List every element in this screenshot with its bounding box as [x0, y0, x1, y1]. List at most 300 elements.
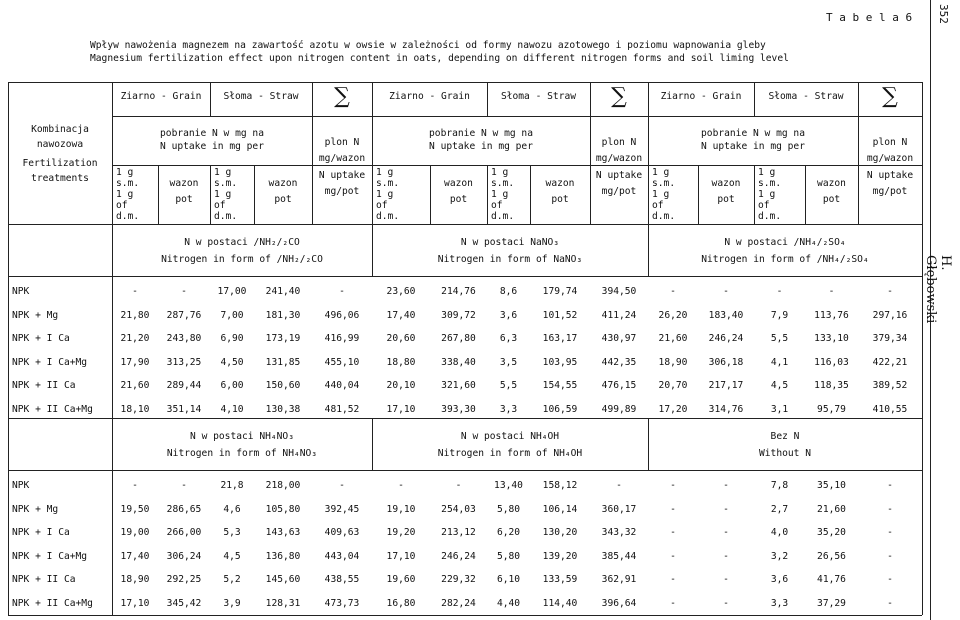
treatment-label: NPK	[12, 286, 30, 297]
uptake-label-pl: pobranie N w mg na	[429, 128, 533, 139]
grain-header: Ziarno - Grain	[389, 91, 470, 102]
uptake-label-pl: pobranie N w mg na	[701, 128, 805, 139]
table-cell: 139,20	[542, 550, 578, 562]
author-name: H. Głębowski	[923, 255, 953, 324]
table-cell: -	[887, 480, 893, 491]
nitrogen-form-pl: N w postaci NH₄OH	[460, 431, 560, 442]
table-cell: 241,40	[265, 286, 301, 297]
n-uptake-label: N uptake	[866, 170, 914, 181]
table-cell: 442,35	[601, 356, 637, 368]
dry-matter-label: d.m.	[376, 211, 400, 222]
table-cell: 351,14	[166, 403, 202, 415]
nitrogen-form-en: Nitrogen in form of /NH₄/₂SO₄	[701, 254, 869, 265]
table-cell: 21,80	[120, 309, 150, 321]
header-rule-1	[112, 116, 922, 117]
dry-matter-label: of	[116, 200, 128, 211]
table-cell: 3,6	[499, 309, 518, 321]
table-cell: 145,60	[265, 574, 301, 585]
table-cell: 133,59	[542, 574, 578, 585]
plon-unit: mg/wazon	[318, 153, 366, 164]
table-cell: 213,12	[441, 527, 476, 538]
table-cell: 17,20	[658, 403, 688, 415]
table-cell: 21,60	[817, 503, 846, 515]
table-cell: 246,24	[708, 333, 744, 344]
table-cell: 385,44	[601, 550, 637, 562]
table-cell: 163,17	[542, 333, 578, 344]
subcol-rule-b	[487, 165, 488, 224]
table-cell: 360,17	[601, 503, 637, 515]
table-cell: 313,25	[166, 356, 202, 368]
table-cell: 21,8	[220, 480, 244, 491]
table-top-rule	[8, 82, 922, 83]
table-cell: 6,3	[499, 333, 518, 344]
table-cell: 21,60	[120, 380, 150, 391]
uptake-label-en: N uptake in mg per	[160, 141, 264, 152]
table-cell: 3,6	[770, 574, 789, 585]
uptake-sub-rule	[372, 165, 590, 166]
title-polish: Wpływ nawożenia magnezem na zawartość azotu w owsie w zależności od formy nawozu azotowego i poziomu wapnowania gleby	[90, 40, 766, 51]
dry-matter-label: of	[758, 200, 770, 211]
sum-sigma: ∑	[611, 84, 627, 109]
table-cell: 128,31	[265, 597, 301, 609]
table-cell: 3,2	[770, 550, 789, 562]
table-cell: 21,20	[120, 333, 150, 344]
table-cell: -	[616, 480, 622, 491]
table-cell: 4,5	[770, 380, 789, 391]
table-cell: 103,95	[542, 356, 578, 368]
block-rule-mid-0	[372, 418, 373, 470]
table-cell: 309,72	[441, 309, 476, 321]
table-cell: 379,34	[872, 333, 908, 344]
pot-label: pot	[551, 194, 569, 205]
table-cell: -	[723, 550, 729, 562]
subcol-rule-b	[754, 165, 755, 224]
table-cell: 4,6	[223, 503, 241, 515]
table-cell: 3,1	[770, 403, 789, 415]
table-cell: 7,9	[770, 309, 789, 321]
plon-label: plon N	[872, 137, 908, 148]
table-cell: 114,40	[542, 597, 578, 609]
table-cell: 130,20	[542, 527, 578, 538]
table-cell: 416,99	[324, 333, 360, 344]
table-bottom-rule	[8, 615, 922, 616]
table-cell: 267,80	[441, 333, 476, 344]
plon-sub-rule	[858, 165, 922, 166]
table-cell: 345,42	[166, 597, 202, 609]
table-cell: 3,9	[223, 597, 241, 609]
table-cell: 473,73	[324, 597, 360, 609]
sum-sigma: ∑	[882, 84, 898, 109]
table-cell: 35,20	[817, 527, 846, 538]
table-cell: 4,5	[223, 550, 241, 562]
table-cell: 19,10	[386, 503, 416, 515]
table-cell: -	[670, 550, 676, 562]
uptake-label-pl: pobranie N w mg na	[160, 128, 264, 139]
pot-label: pot	[175, 194, 193, 205]
table-cell: 4,0	[770, 527, 789, 538]
table-cell: -	[339, 286, 345, 297]
wazon-label: wazon	[545, 178, 575, 189]
table-cell: 430,97	[601, 333, 637, 344]
table-cell: 106,59	[542, 403, 578, 415]
treatment-label: NPK + I Ca+Mg	[12, 550, 88, 562]
table-cell: -	[181, 286, 187, 297]
table-cell: 422,21	[872, 356, 908, 368]
table-cell: 243,80	[166, 333, 202, 344]
table-cell: 455,10	[324, 356, 360, 368]
table-cell: 20,60	[386, 333, 416, 344]
dry-matter-label: d.m.	[758, 211, 782, 222]
nitrogen-form-pl: Bez N	[770, 431, 800, 442]
section1-forms-rule	[8, 276, 922, 277]
table-cell: 19,50	[120, 503, 150, 515]
table-cell: -	[670, 574, 676, 585]
table-cell: -	[339, 480, 345, 491]
nitrogen-form-en: Nitrogen in form of NH₄OH	[437, 448, 583, 459]
dry-matter-label: 1 g	[652, 167, 670, 178]
plon-sub-rule	[590, 165, 648, 166]
table-cell: 5,3	[223, 527, 241, 538]
treatment-label: NPK + II Ca+Mg	[12, 597, 93, 609]
table-cell: -	[670, 527, 676, 538]
n-uptake-label: N uptake	[318, 170, 366, 181]
wazon-label: wazon	[817, 178, 846, 189]
table-cell: -	[670, 480, 676, 491]
table-cell: 18,90	[120, 574, 150, 585]
dry-matter-label: 1 g	[652, 189, 670, 200]
table-cell: 17,40	[120, 550, 150, 562]
table-cell: 5,5	[770, 333, 789, 344]
dry-matter-label: 1 g	[214, 189, 232, 200]
nitrogen-form-pl: N w postaci NaNO₃	[460, 237, 560, 248]
table-cell: 179,74	[542, 286, 578, 297]
table-cell: 136,80	[265, 550, 301, 562]
dry-matter-label: 1 g	[758, 167, 776, 178]
treatment-header: nawozowa	[36, 139, 84, 150]
table-cell: 17,10	[386, 403, 416, 415]
table-cell: -	[887, 574, 893, 585]
treatment-label: NPK + I Ca+Mg	[12, 356, 88, 368]
dry-matter-label: d.m.	[491, 211, 515, 222]
dry-matter-label: 1 g	[116, 167, 134, 178]
table-cell: 438,55	[324, 574, 360, 585]
table-cell: -	[723, 286, 729, 297]
treatment-label: NPK	[12, 480, 30, 491]
wazon-label: wazon	[444, 178, 473, 189]
table-cell: -	[181, 480, 187, 491]
table-cell: 362,91	[601, 574, 637, 585]
block-rule-mid-1	[648, 418, 649, 470]
n-uptake-unit: mg/pot	[324, 186, 360, 197]
dry-matter-label: d.m.	[214, 211, 238, 222]
treatment-label: NPK + Mg	[12, 503, 59, 515]
dry-matter-label: d.m.	[652, 211, 676, 222]
table-cell: 133,10	[814, 333, 849, 344]
header-rule-2	[8, 224, 922, 225]
table-cell: 7,8	[770, 480, 789, 491]
plon-unit: mg/wazon	[866, 153, 914, 164]
n-uptake-unit: mg/pot	[601, 186, 637, 197]
dry-matter-label: s.m.	[376, 178, 400, 189]
title-english: Magnesium fertilization effect upon nitrogen content in oats, depending on different nitrogen forms and soil liming level	[90, 53, 789, 64]
table-cell: 314,76	[708, 403, 744, 415]
table-cell: 106,14	[542, 503, 578, 515]
table-cell: 17,10	[120, 597, 150, 609]
table-cell: 17,40	[386, 309, 416, 321]
table-cell: 6,10	[496, 574, 521, 585]
treatment-label: NPK + I Ca	[12, 527, 70, 538]
table-cell: -	[887, 503, 893, 515]
table-cell: 3,5	[499, 356, 518, 368]
table-cell: 150,60	[265, 380, 301, 391]
table-cell: 217,17	[708, 380, 744, 391]
dry-matter-label: s.m.	[214, 178, 238, 189]
table-cell: 4,50	[220, 356, 244, 368]
table-cell: 338,40	[441, 356, 476, 368]
table-cell: 101,52	[542, 309, 578, 321]
table-cell: 6,00	[220, 380, 244, 391]
table-cell: 143,63	[265, 527, 301, 538]
table-cell: -	[776, 286, 783, 297]
table-right-rule	[922, 82, 923, 615]
grain-header: Ziarno - Grain	[120, 91, 202, 102]
dry-matter-label: s.m.	[652, 178, 676, 189]
dry-matter-label: 1 g	[116, 189, 134, 200]
table-cell: 105,80	[265, 503, 301, 515]
table-cell: 393,30	[441, 403, 476, 415]
table-cell: 443,04	[324, 550, 360, 562]
straw-header: Słoma - Straw	[500, 91, 577, 102]
table-cell: 113,76	[814, 309, 849, 321]
dry-matter-label: d.m.	[116, 211, 140, 222]
table-cell: 499,89	[601, 403, 637, 415]
treatment-label: NPK + II Ca	[12, 380, 76, 391]
table-cell: 343,32	[601, 527, 637, 538]
table-cell: -	[455, 480, 462, 491]
plon-sub-rule	[312, 165, 372, 166]
table-cell: 229,32	[441, 574, 476, 585]
table-cell: 8,6	[499, 286, 518, 297]
table-cell: -	[132, 480, 138, 491]
nitrogen-form-pl: N w postaci /NH₂/₂CO	[184, 237, 300, 248]
table-cell: 306,24	[166, 550, 202, 562]
table-cell: 16,80	[386, 597, 416, 609]
table-cell: 5,80	[496, 503, 521, 515]
table-cell: 297,16	[872, 309, 908, 321]
table-cell: 18,80	[386, 356, 416, 368]
nitrogen-form-en: Nitrogen in form of NaNO₃	[437, 254, 583, 265]
nitrogen-form-en: Without N	[759, 448, 811, 459]
table-cell: -	[723, 574, 729, 585]
table-cell: -	[828, 286, 835, 297]
treatment-label: NPK + II Ca	[12, 574, 76, 585]
sum-sigma: ∑	[334, 84, 350, 109]
treatment-header: Kombinacja	[31, 124, 89, 135]
table-cell: 13,40	[494, 480, 523, 491]
table-cell: 26,56	[817, 550, 846, 562]
table-cell: -	[398, 480, 404, 491]
plon-label: plon N	[324, 137, 360, 148]
table-cell: 214,76	[441, 286, 476, 297]
dry-matter-label: 1 g	[376, 167, 394, 178]
table-cell: -	[723, 480, 729, 491]
table-cell: 19,20	[386, 527, 416, 538]
table-cell: 4,40	[496, 597, 521, 609]
table-cell: 396,64	[601, 597, 637, 609]
table-cell: -	[887, 527, 893, 538]
treatment-header: Fertilization	[22, 158, 98, 169]
dry-matter-label: 1 g	[376, 189, 394, 200]
treatment-label: NPK + II Ca+Mg	[12, 403, 93, 415]
n-uptake-label: N uptake	[595, 170, 643, 181]
dry-matter-label: s.m.	[758, 178, 782, 189]
table-label: T a b e l a 6	[826, 11, 913, 24]
table-cell: -	[887, 550, 893, 562]
table-cell: 37,29	[817, 597, 846, 609]
nitrogen-form-pl: N w postaci /NH₄/₂SO₄	[724, 237, 846, 248]
dry-matter-label: 1 g	[491, 167, 509, 178]
section-divider-rule	[8, 418, 922, 419]
table-cell: 26,20	[658, 309, 688, 321]
dry-matter-label: of	[214, 200, 226, 211]
pot-label: pot	[717, 194, 735, 205]
dry-matter-label: 1 g	[214, 167, 232, 178]
table-cell: 481,52	[324, 403, 360, 415]
dry-matter-label: of	[491, 200, 503, 211]
uptake-label-en: N uptake in mg per	[701, 141, 805, 152]
table-cell: 183,40	[708, 309, 744, 321]
pot-label: pot	[822, 194, 841, 205]
table-cell: 321,60	[441, 380, 476, 391]
table-cell: 158,12	[542, 480, 578, 491]
table-cell: -	[670, 597, 676, 609]
table-cell: -	[723, 597, 729, 609]
table-cell: 409,63	[324, 527, 360, 538]
table-cell: 411,24	[601, 309, 637, 321]
table-cell: 154,55	[542, 380, 578, 391]
table-cell: 282,24	[441, 597, 476, 609]
dry-matter-label: s.m.	[116, 178, 140, 189]
table-cell: -	[887, 597, 893, 609]
table-cell: 476,15	[601, 380, 637, 391]
table-cell: 6,90	[220, 333, 244, 344]
table-cell: 116,03	[814, 356, 849, 368]
uptake-label-en: N uptake in mg per	[429, 141, 533, 152]
table-cell: 246,24	[441, 550, 476, 562]
table-cell: -	[723, 503, 729, 515]
table-cell: 496,06	[324, 309, 360, 321]
table-cell: 95,79	[817, 403, 846, 415]
table-cell: -	[132, 286, 138, 297]
table-cell: 20,70	[658, 380, 688, 391]
table-cell: -	[723, 527, 729, 538]
straw-header: Słoma - Straw	[223, 91, 299, 102]
table-cell: 286,65	[166, 503, 202, 515]
table-cell: 306,18	[708, 356, 744, 368]
section2-forms-rule	[8, 470, 922, 471]
table-cell: 118,35	[814, 380, 849, 391]
table-cell: 20,10	[386, 380, 416, 391]
n-uptake-unit: mg/pot	[872, 186, 908, 197]
table-cell: 410,55	[872, 403, 908, 415]
table-cell: 394,50	[601, 286, 637, 297]
table-cell: 287,76	[166, 309, 202, 321]
plon-label: plon N	[601, 137, 637, 148]
table-cell: 6,20	[496, 527, 521, 538]
table-cell: 392,45	[324, 503, 360, 515]
subcol-rule-b	[210, 165, 211, 224]
table-cell: 19,00	[120, 527, 150, 538]
dry-matter-label: 1 g	[491, 189, 509, 200]
uptake-sub-rule	[112, 165, 312, 166]
table-cell: 18,10	[120, 403, 150, 415]
table-cell: 3,3	[770, 597, 789, 609]
wazon-label: wazon	[711, 178, 741, 189]
nitrogen-form-pl: N w postaci NH₄NO₃	[190, 431, 294, 442]
table-cell: 181,30	[265, 309, 301, 321]
uptake-sub-rule	[648, 165, 858, 166]
table-cell: 17,00	[217, 286, 247, 297]
table-cell: 7,00	[220, 309, 244, 321]
wazon-label: wazon	[268, 178, 298, 189]
table-cell: 389,52	[872, 380, 908, 391]
grain-header: Ziarno - Grain	[660, 91, 742, 102]
table-cell: 41,76	[817, 574, 846, 585]
table-cell: 218,00	[265, 480, 301, 491]
nitrogen-form-en: Nitrogen in form of NH₄NO₃	[166, 448, 318, 459]
dry-matter-label: of	[376, 200, 388, 211]
dry-matter-label: of	[652, 200, 664, 211]
treatment-label: NPK + I Ca	[12, 333, 70, 344]
table-cell: -	[670, 286, 676, 297]
table-cell: 289,44	[166, 380, 202, 391]
table-cell: 21,60	[658, 333, 688, 344]
table-cell: 4,10	[220, 403, 244, 415]
table-cell: 18,90	[658, 356, 688, 368]
table-cell: 17,10	[386, 550, 416, 562]
pot-label: pot	[449, 194, 468, 205]
table-cell: 292,25	[166, 574, 202, 585]
pot-label: pot	[274, 194, 292, 205]
table-cell: 23,60	[386, 286, 416, 297]
nitrogen-form-en: Nitrogen in form of /NH₂/₂CO	[161, 254, 323, 265]
table-cell: -	[670, 503, 676, 515]
table-cell: 2,7	[770, 503, 789, 515]
straw-header: Słoma - Straw	[768, 91, 844, 102]
table-cell: 254,03	[441, 503, 476, 515]
table-cell: 440,04	[324, 380, 360, 391]
dry-matter-label: 1 g	[758, 189, 776, 200]
table-cell: 131,85	[265, 356, 301, 368]
table-cell: 5,80	[496, 550, 521, 562]
wazon-label: wazon	[169, 178, 199, 189]
table-cell: 5,5	[499, 380, 518, 391]
table-cell: 19,60	[386, 574, 416, 585]
treatment-label: NPK + Mg	[12, 309, 59, 321]
table-cell: 3,3	[499, 403, 518, 415]
table-cell: 130,38	[265, 403, 301, 415]
table-cell: -	[887, 286, 893, 297]
table-cell: 4,1	[770, 356, 789, 368]
table-cell: 173,19	[265, 333, 301, 344]
table-cell: 17,90	[120, 356, 150, 368]
table-cell: 5,2	[223, 574, 241, 585]
plon-unit: mg/wazon	[595, 153, 643, 164]
treatment-header: treatments	[31, 173, 89, 184]
table-cell: 266,00	[166, 527, 202, 538]
page-number: 352	[937, 4, 950, 24]
table-cell: 35,10	[817, 480, 846, 491]
